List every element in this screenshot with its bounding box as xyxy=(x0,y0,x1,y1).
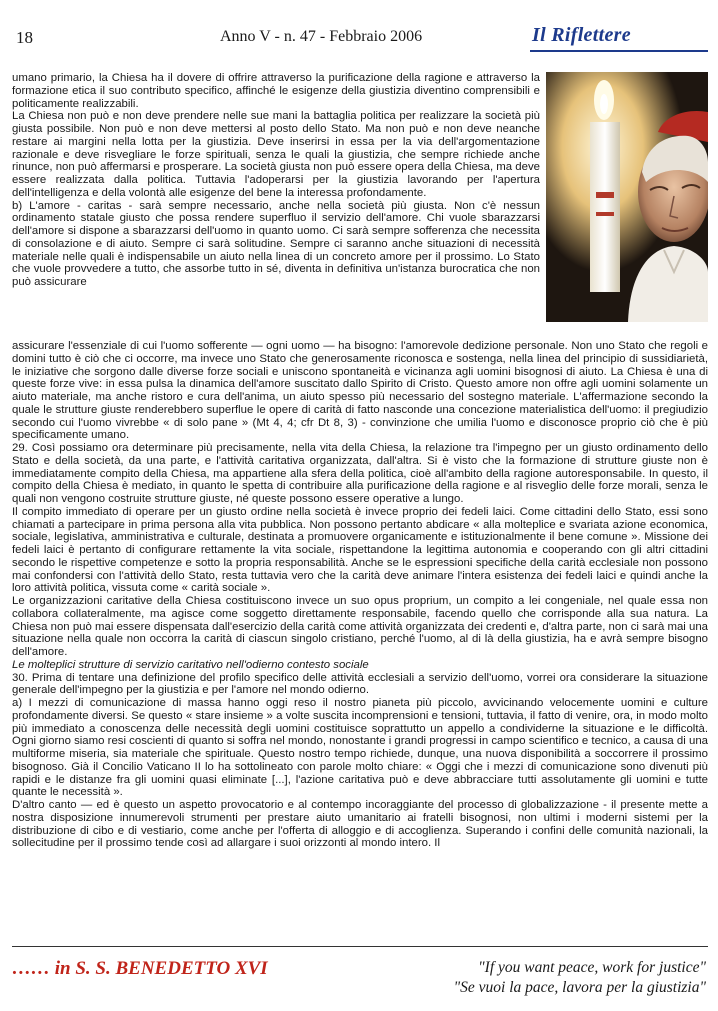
paragraph: La Chiesa non può e non deve prendere nelle sue mani la battaglia politica per realizzare la società più giusta possibile. Non può e non deve mettersi al posto dello Stato. Ma non può e non deve neanche restare ai margini nella lotta per la giustizia. Deve inserirsi in essa per la via dell'argomentazione razionale e deve risvegliare le forze spirituali, senza le quali la giustizia, che sempre richiede anche rinunce, non può affermarsi e prosperare. La società giusta non può essere opera della Chiesa, ma deve essere realizzata dalla politica. Tuttavia l'adoperarsi per la giustizia lavorando per l'apertura dell'intelligenza e della volontà alle esigenze del bene la interessa profondamente. xyxy=(12,110,540,199)
page-number: 18 xyxy=(16,28,33,47)
motto-italian: "Se vuoi la pace, lavora per la giustizia" xyxy=(453,979,706,996)
article-text-narrow-column xyxy=(12,72,540,289)
paragraph: Il compito immediato di operare per un giusto ordine nella società è invece proprio dei fedeli laici. Come cittadini dello Stato, essi sono chiamati a partecipare in prima persona alla vita pubblica. Non possono pertanto abdicare « alla molteplice e svariata azione economica, sociale, legislativa, amministrativa e culturale, destinata a promuovere organicamente e istituzionalmente il bene comune ». Missione dei fedeli laici è pertanto di configurare rettamente la vita sociale, rispettandone la legittima autonomia e cooperando con gli altri cittadini secondo le rispettive competenze e sotto la propria responsabilità. Anche se le espressioni specifiche della carità ecclesiale non possono mai confondersi con l'attività dello Stato, resta tuttavia vero che la carità deve animare l'intera esistenza dei fedeli laici e quindi anche la loro attività politica, vissuta come « carità sociale ». xyxy=(12,505,708,595)
paragraph: Le organizzazioni caritative della Chiesa costituiscono invece un suo opus proprium, un compito a lei congeniale, nel quale essa non collabora collateralmente, ma agisce come soggetto direttamente responsabile, facendo quello che corrisponde alla sua natura. La Chiesa non può mai essere dispensata dall'esercizio della carità come attività organizzata dei credenti e, d'altra parte, non ci sarà mai una situazione nella quale non occorra la carità di ciascun singolo cristiano, perché l'uomo, al di là della giustizia, ha e avrà sempre bisogno dell'amore. xyxy=(12,595,708,658)
paragraph: b) L'amore - caritas - sarà sempre necessario, anche nella società più giusta. Non c'è nessun ordinamento statale giusto che possa rendere superfluo il servizio dell'amore. Chi vuole sbarazzarsi dell'amore si dispone a sbarazzarsi dell'uomo in quanto uomo. Ci sarà sempre sofferenza che necessita di consolazione e di aiuto. Sempre ci sarà solitudine. Sempre ci saranno anche situazioni di necessità materiale nelle quali è indispensabile un aiuto nella linea di un concreto amore per il prossimo. Lo Stato che vuole provvedere a tutto, che assorbe tutto in sé, diventa in definitiva un'istanza burocratica che non può assicurare xyxy=(12,199,540,288)
page-header xyxy=(0,0,718,52)
portrait-with-candle-icon xyxy=(546,72,708,322)
paragraph: 30. Prima di tentare una definizione del profilo specifico delle attività ecclesiali a servizio dell'uomo, vorrei ora considerare la situazione generale dell'impegno per la giustizia e per l'amore nel mondo odierno. xyxy=(12,671,708,697)
footer-divider xyxy=(12,946,708,947)
paragraph: D'altro canto — ed è questo un aspetto provocatorio e al contempo incoraggiante del processo di globalizzazione - il presente mette a nostra disposizione innumerevoli strumenti per prestare aiuto umanitario ai fratelli bisognosi, non ultimi i moderni sistemi per la distribuzione di cibo e di vestiario, come anche per l'offerta di alloggio e di accoglienza. Superando i confini delle comunità nazionali, la sollecitudine per il prossimo tende così ad allargare i suoi orizzonti al mondo intero. Il xyxy=(12,799,708,850)
section-heading: Le molteplici strutture di servizio caritativo nell'odierno contesto sociale xyxy=(12,658,369,671)
footer-author: …… in S. S. BENEDETTO XVI xyxy=(12,958,268,979)
paragraph: assicurare l'essenziale di cui l'uomo sofferente — ogni uomo — ha bisogno: l'amorevole dedizione personale. Non uno Stato che regoli e domini tutto è ciò che ci occorre, ma invece uno Stato che generosamente riconosca e sostenga, nella linea del principio di sussidiarietà, le iniziative che sorgono dalle diverse forze sociali e uniscono spontaneità e vicinanza agli uomini bisognosi di aiuto. La Chiesa è una di queste forze vive: in essa pulsa la dinamica dell'amore suscitato dallo Spirito di Cristo. Questo amore non offre agli uomini solamente un aiuto materiale, ma anche ristoro e cura dell'anima, un aiuto spesso più necessario del sostegno materiale. L'affermazione secondo la quale le strutture giuste renderebbero superflue le opere di carità di fatto nasconde una concezione materialistica dell'uomo: il pregiudizio secondo cui l'uomo vivrebbe « di solo pane » (Mt 4, 4; cfr Dt 8, 3) - convinzione che umilia l'uomo e disconosce proprio ciò che è più specificamente umano. xyxy=(12,340,708,442)
paragraph: 29. Così possiamo ora determinare più precisamente, nella vita della Chiesa, la relazione tra l'impegno per un giusto ordinamento dello Stato e della società, da una parte, e l'attività caritativa organizzata, dall'altra. Si è visto che la formazione di strutture giuste non è immediatamente compito della Chiesa, ma appartiene alla sfera della politica, cioè all'ambito della ragione autoresponsabile. In questo, il compito della Chiesa è mediato, in quanto le spetta di contribuire alla purificazione della ragione e al risveglio delle forze morali, senza le quali non vengono costruite strutture giuste, né queste possono essere operative a lungo. xyxy=(12,442,708,505)
footer-motto xyxy=(454,958,706,998)
magazine-logo: Il Riflettere xyxy=(532,24,631,46)
paragraph: umano primario, la Chiesa ha il dovere di offrire attraverso la purificazione della ragione e attraverso la formazione etica il suo contributo specifico, affinché le esigenze della giustizia diventino comprensibili e politicamente realizzabili. xyxy=(12,72,540,110)
article-text-wide-column xyxy=(12,340,708,850)
logo-underline xyxy=(530,50,708,52)
issue-info: Anno V - n. 47 - Febbraio 2006 xyxy=(220,28,423,45)
paragraph: a) I mezzi di comunicazione di massa hanno oggi reso il nostro pianeta più piccolo, avvicinando velocemente uomini e culture profondamente diversi. Se questo « stare insieme » a volte suscita incomprensioni e tensioni, tuttavia, il fatto di venire, ora, in modo molto più immediato a conoscenza delle necessità degli uomini costituisce soprattutto un appello a condividerne la situazione e le difficoltà. Ogni giorno siamo resi coscienti di quanto si soffra nel mondo, nonostante i grandi progressi in campo scientifico e tecnico, a causa di una multiforme miseria, sia materiale che spirituale. Questo nostro tempo richiede, dunque, una nuova disponibilità a soccorrere il prossimo bisognoso. Già il Concilio Vaticano II lo ha sottolineato con parole molto chiare: « Oggi che i mezzi di comunicazione sono divenuti più rapidi e le distanze fra gli uomini quasi eliminate [...], l'azione caritativa può e deve abbracciare tutti assolutamente gli uomini e tutte quante le necessità ». xyxy=(12,697,708,799)
motto-english: "If you want peace, work for justice" xyxy=(478,959,706,976)
